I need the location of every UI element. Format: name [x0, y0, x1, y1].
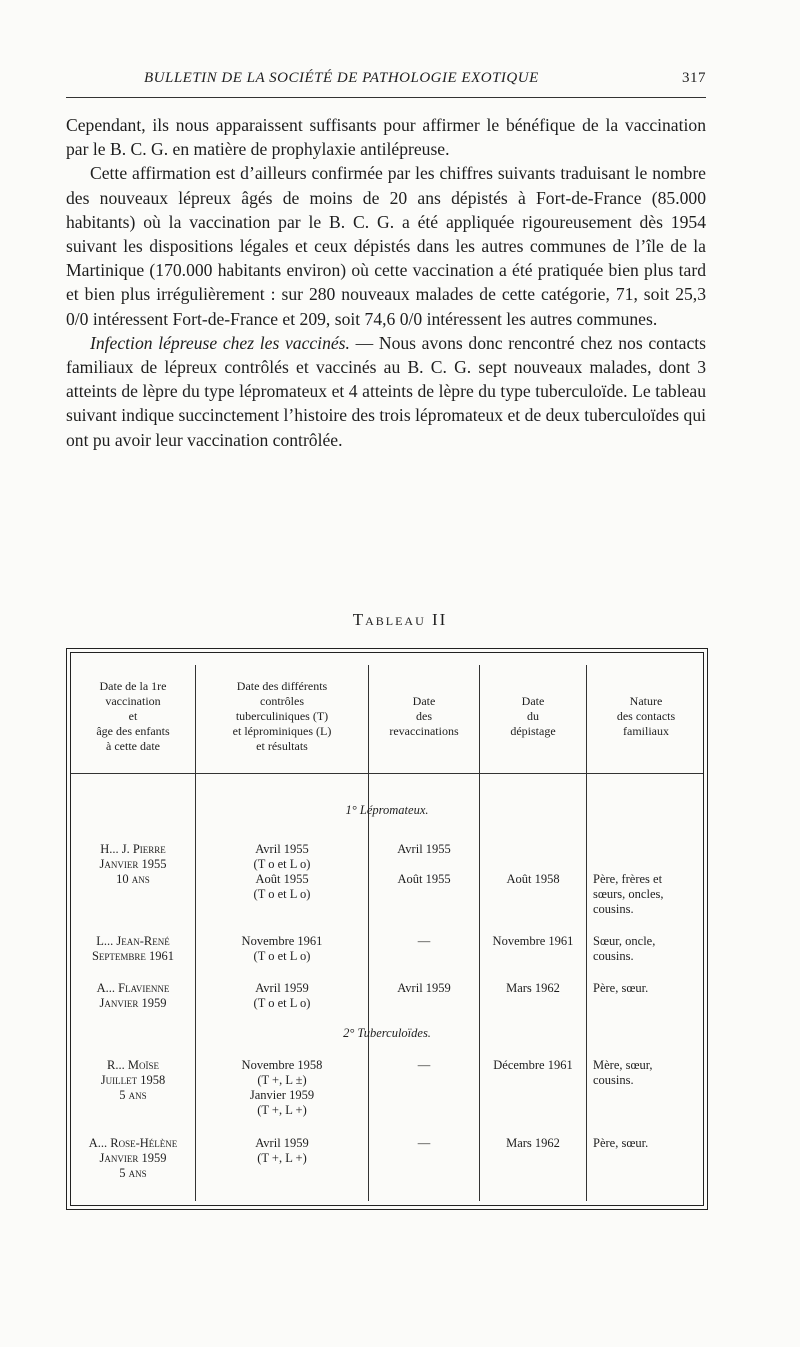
- paragraph-2: Cette affirmation est d’ailleurs confirmée par les chiffres suivants traduisant le nombre des nouveaux lépreux âgés de moins de 20 ans dépistés à Fort-de-France (85.000 habitants) où la vaccination par le B. C. G. a été appliquée rigoureusement dès 1954 suivant les dispositions légales et ceux dépistés dans les autres communes de l’île de la Martinique (170.000 habitants environ) où cette vaccination a été pratiquée bien plus tard et bien plus irrégulièrement : sur 280 nouveaux malades de cette catégorie, 71, soit 25,3 0/0 intéressent Fort-de-France et 209, soit 74,6 0/0 intéressent les autres communes.: [66, 163, 706, 329]
- table-cell: Novembre 1961: [492, 934, 574, 948]
- table-cell: Août 1958: [506, 872, 560, 886]
- column-header-vaccination: Date de la 1re vaccination et âge des enfants à cette date: [96, 679, 170, 753]
- section-heading-infection: Infection lépreuse chez les vaccinés.: [90, 332, 350, 353]
- table-cell: L... Jean-René Septembre 1961: [91, 934, 175, 963]
- table-cell: Mars 1962: [506, 1136, 560, 1150]
- table-cell: Père, frères et sœurs, oncles, cousins.: [593, 872, 664, 916]
- journal-title: BULLETIN DE LA SOCIÉTÉ DE PATHOLOGIE EXOTIQUE: [144, 70, 539, 86]
- table-cell: Sœur, oncle, cousins.: [593, 934, 656, 963]
- table-cell: Novembre 1961 (T o et L o): [241, 934, 323, 963]
- table-cell: Mars 1962: [506, 981, 560, 995]
- table-cell: Novembre 1958 (T +, L ±) Janvier 1959 (T +, L +): [241, 1058, 323, 1117]
- table-cell: —: [417, 1058, 431, 1072]
- table-cell: Père, sœur.: [593, 981, 649, 995]
- section-label-tuberculoides: 2° Tuberculoïdes.: [343, 1026, 431, 1040]
- table-cell: H... J. Pierre Janvier 1955 10 ans: [99, 842, 167, 886]
- header-rule: [66, 97, 706, 98]
- data-table: [66, 648, 708, 1210]
- table-cell: Avril 1959 (T +, L +): [255, 1136, 309, 1165]
- table-cell: A... Rose-Hélène Janvier 1959 5 ans: [88, 1136, 178, 1180]
- table-cell: R... Moïse Juillet 1958 5 ans: [100, 1058, 166, 1102]
- section-label-lepromateux: 1° Lépromateux.: [345, 803, 429, 817]
- table-cell: Mère, sœur, cousins.: [593, 1058, 653, 1087]
- column-divider: [368, 665, 369, 1201]
- column-divider: [586, 665, 587, 1201]
- table-cell: Avril 1955 Août 1955: [397, 842, 451, 886]
- paragraph-3: [66, 331, 706, 452]
- body-text: [66, 113, 706, 452]
- table-cell: Père, sœur.: [593, 1136, 649, 1150]
- header-rule-line: [71, 773, 703, 774]
- table-frame: [70, 652, 704, 1206]
- paragraph-1: Cependant, ils nous apparaissent suffisants pour affirmer le bénéfique de la vaccination par le B. C. G. en matière de prophylaxie antilépreuse.: [66, 115, 706, 160]
- table-cell: —: [417, 934, 431, 948]
- column-header-controles: Date des différents contrôles tuberculiniques (T) et léprominiques (L) et résultats: [232, 679, 332, 753]
- table-title: Tableau II: [352, 610, 448, 629]
- table-cell: Décembre 1961: [493, 1058, 573, 1072]
- column-header-revaccinations: Date des revaccinations: [389, 694, 459, 738]
- column-header-depistage: Date du dépistage: [510, 694, 556, 738]
- table-cell: Avril 1959 (T o et L o): [253, 981, 311, 1010]
- table-cell: —: [417, 1136, 431, 1150]
- column-divider: [479, 665, 480, 1201]
- page-number: 317: [682, 70, 706, 86]
- table-cell: Avril 1959: [397, 981, 451, 995]
- column-header-contacts: Nature des contacts familiaux: [616, 694, 676, 738]
- paragraph-3-text: — Nous avons donc rencontré chez nos contacts familiaux de lépreux contrôlés et vaccinés au B. C. G. sept nouveaux malades, dont 3 atteints de lèpre du type lépromateux et 4 atteints de lèpre du type tuberculoïde. Le tableau suivant indique succinctement l’histoire des trois lépromateux et de deux tuberculoïdes qui ont pu avoir leur vaccination contrôlée.: [66, 332, 707, 450]
- table-cell: A... Flavienne Janvier 1959: [96, 981, 170, 1010]
- table-cell: Avril 1955 (T o et L o) Août 1955 (T o et L o): [253, 842, 311, 901]
